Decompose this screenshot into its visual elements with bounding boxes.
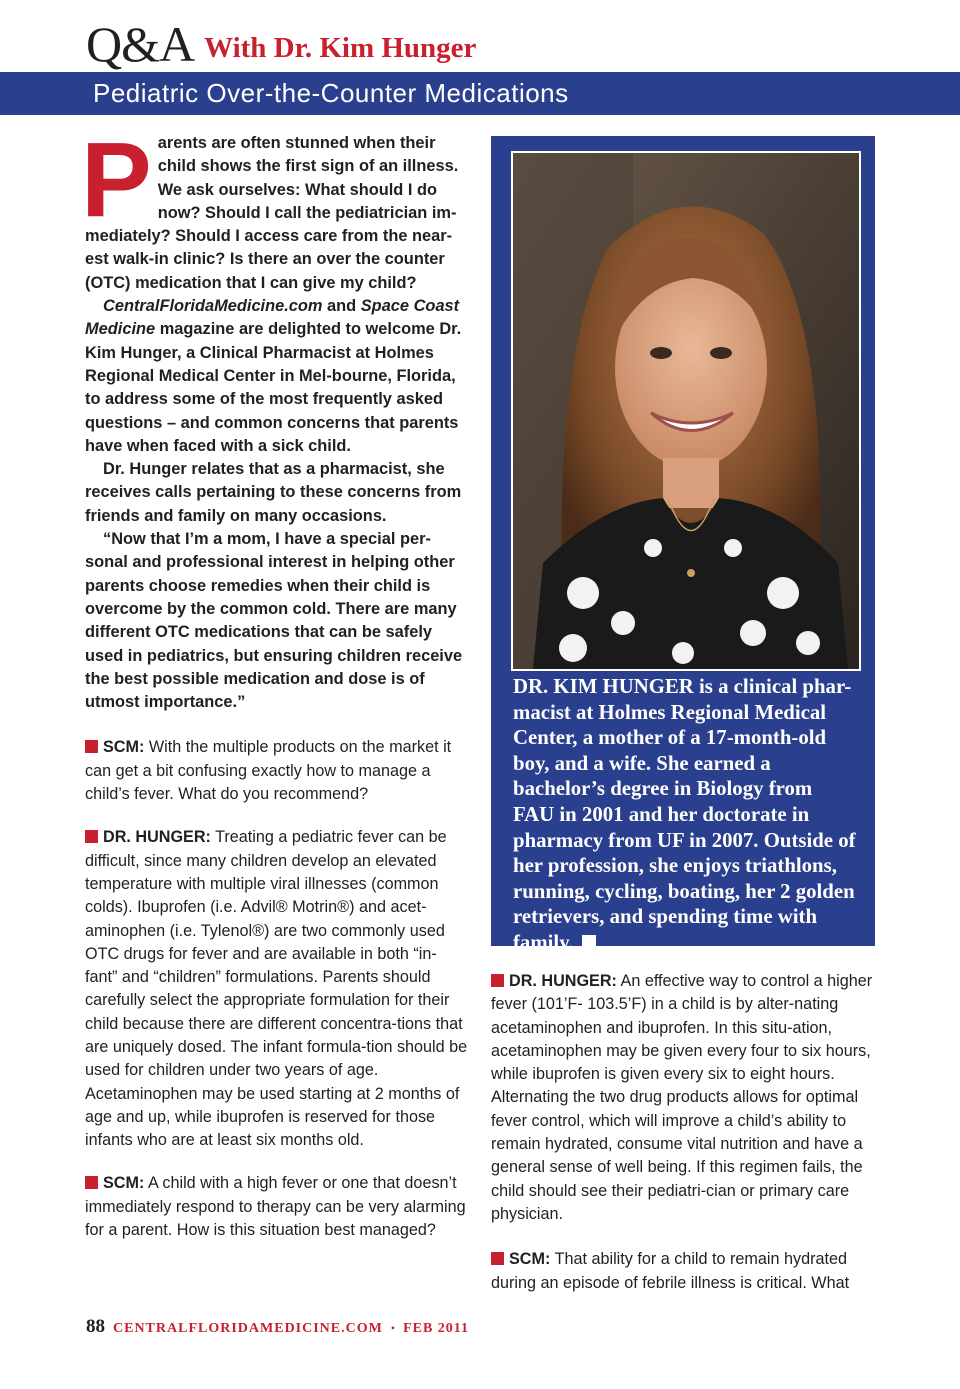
page-number: 88	[86, 1316, 105, 1337]
qa-item: DR. HUNGER: An effective way to control a higher fever (101’F- 103.5’F) in a child is by alter-nating acetaminophen and ibuprofen. In this situ-ation, acetaminophen may be given every four to six hours, while ibuprofen is given every six to eight hours. Alternating the two drug products allows for optimal fever control, which will improve a child’s ability to remain hydrated, consume vital nutrition and have a general sense of well being. If this regimen fails, the child should see their pediatri-cian or primary care physician.	[491, 972, 873, 1223]
speaker-label: SCM:	[103, 738, 145, 757]
page-header	[86, 14, 476, 74]
intro-paragraph-1: Parents are often stunned when their child shows the first sign of an illness. We ask ourselves: What should I do now? Should I call the pediatrician im-mediately? Should I access care from the near-est walk-in clinic? Is there an over the counter (OTC) medication that I can give my child?	[81, 121, 459, 292]
speaker-label: DR. HUNGER:	[103, 828, 211, 847]
red-square-bullet-icon	[85, 740, 98, 753]
red-square-bullet-icon	[85, 830, 98, 843]
red-square-bullet-icon	[85, 1176, 98, 1189]
speaker-label: SCM:	[103, 1174, 145, 1193]
bio-caption: DR. KIM HUNGER is a clinical phar-macist at Holmes Regional Medical Center, a mother of a 17-month-old boy, and a wife. She earned a bachelor’s degree in Biology from FAU in 2001 and her doctorate in pharmacy from UF in 2007. Outside of her profession, she enjoys triathlons, running, cycling, boating, her 2 golden retrievers, and spending time with family.	[513, 675, 856, 954]
portrait-illustration	[513, 153, 859, 669]
drop-cap: P	[81, 121, 152, 239]
qa-title: Q&A	[86, 16, 195, 72]
right-column	[491, 970, 875, 1295]
page-footer	[86, 1316, 469, 1338]
intro-paragraph-4: “Now that I’m a mom, I have a special per-sonal and professional interest in helping other parents choose remedies when their child is overcome by the common cold. There are many different OTC medications that can be safely used in pediatrics, but ensuring children receive the best possible medication and dose is of utmost importance.”	[85, 530, 463, 712]
intro-paragraph-3: Dr. Hunger relates that as a pharmacist, she receives calls pertaining to these concerns from friends and family on many occasions.	[85, 460, 462, 525]
speaker-label: DR. HUNGER:	[509, 972, 617, 990]
footer-bullet: •	[390, 1321, 396, 1335]
site-name: CentralFloridaMedicine.com	[103, 297, 323, 316]
red-square-bullet-icon	[491, 974, 504, 987]
qa-item: SCM: A child with a high fever or one that doesn’t immediately respond to therapy can be very alarming for a parent. How is this situation best managed?	[85, 1174, 466, 1240]
qa-item: DR. HUNGER: Treating a pediatric fever can be difficult, since many children develop an elevated temperature with multiple viral illnesses (common colds). Ibuprofen (i.e. Advil® Motrin®) and acet-aminophen (i.e. Tylenol®) are two commonly used OTC drugs for fever and are available in both “in-fant” and “children” formulations. Parents should carefully select the appropriate formulation for their child because there are different concentra-tions that are uniquely dosed. The infant formula-tion should be used for children under two years of age. Acetaminophen may be used starting at 2 months of age and up, while ibuprofen is reserved for those infants who are at least six months old.	[85, 828, 468, 1150]
footer-site: CENTRALFLORIDAMEDICINE.COM	[113, 1321, 383, 1336]
title-band	[0, 72, 960, 115]
qa-item: SCM: That ability for a child to remain hydrated during an episode of febrile illness is critical. What	[491, 1250, 850, 1292]
end-mark-icon	[582, 935, 596, 949]
footer-date: FEB 2011	[403, 1321, 470, 1336]
qa-item: SCM: With the multiple products on the market it can get a bit confusing exactly how to manage a child’s fever. What do you recommend?	[85, 738, 452, 804]
bio-sidebar	[491, 136, 875, 954]
left-column	[81, 121, 469, 1242]
speaker-label: SCM:	[509, 1250, 551, 1269]
red-square-bullet-icon	[491, 1252, 504, 1265]
intro-paragraph-2: CentralFloridaMedicine.com and Space Coast Medicine magazine are delighted to welcome Dr. Kim Hunger, a Clinical Pharmacist at Holmes Regional Medical Center in Mel-bourne, Florida, to address some of the most frequently asked questions – and common concerns that parents have when faced with a sick child.	[85, 297, 462, 455]
article-subtitle: Pediatric Over-the-Counter Medications	[93, 78, 569, 108]
interviewee-title: With Dr. Kim Hunger	[204, 32, 477, 64]
magazine-name: Space Coast Medicine	[85, 297, 460, 339]
portrait-photo	[511, 151, 861, 671]
